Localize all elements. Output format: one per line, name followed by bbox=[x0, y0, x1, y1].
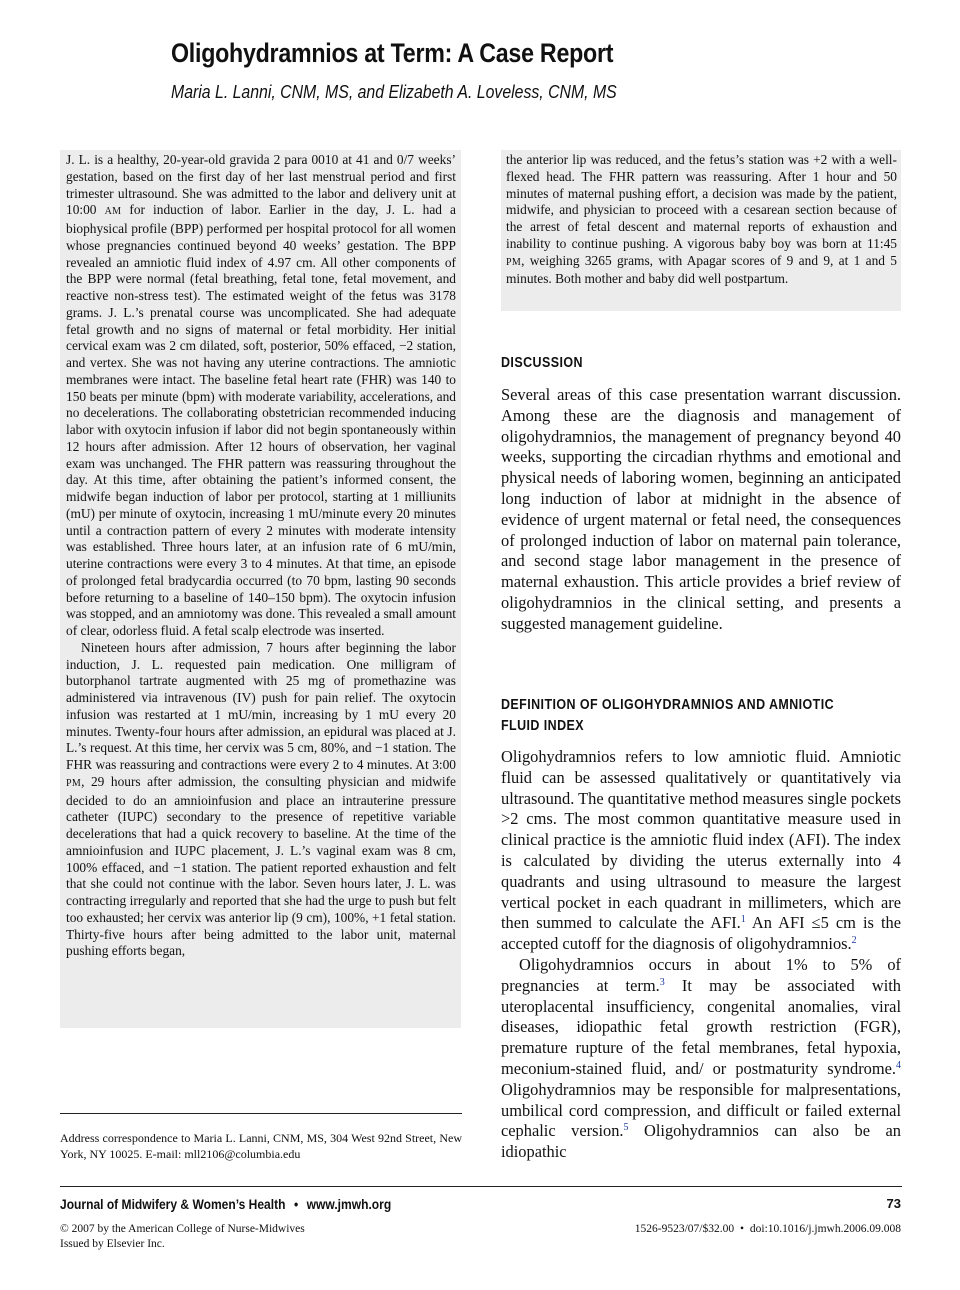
reference-link-2[interactable]: 2 bbox=[851, 935, 857, 947]
issn: 1526-9523/07/$32.00 bbox=[634, 1223, 735, 1235]
definition-heading: DEFINITION OF OLIGOHYDRAMNIOS AND AMNIOTIC FLUID INDEX bbox=[501, 697, 835, 734]
journal-name: Journal of Midwifery & Women’s Health bbox=[60, 1196, 286, 1212]
doi-link[interactable]: doi:10.1016/j.jmwh.2006.09.008 bbox=[749, 1223, 901, 1235]
page-number: 73 bbox=[886, 1196, 901, 1211]
correspondence-footnote: Address correspondence to Maria L. Lanni, CNM, MS, 304 West 92nd Street, New York, NY 10025. E-mail: mll2106@columbia.edu bbox=[60, 1131, 462, 1161]
article-title: Oligohydramnios at Term: A Case Report bbox=[171, 38, 614, 68]
case-paragraph-3: the anterior lip was reduced, and the fetus’s station was +2 with a well-flexed head. The FHR pattern was reassuring. After 1 hour and 50 minutes of maternal pushing effort, a decision was made by the patient, midwife, and physician to proceed with a cesarean section because of the arrest of fetal descent and maternal reports of exhaustion and inability to continue pushing. A vigorous baby boy was born at 11:45 PM, weighing 3265 grams, with Apagar scores of 9 and 9, at 1 and 5 minutes. Both mother and baby did well postpartum. bbox=[506, 152, 897, 287]
journal-footer bbox=[60, 1196, 391, 1212]
case-paragraph-2: Nineteen hours after admission, 7 hours after beginning the labor induction, J. L. requested pain medication. One milligram of butorphanol tartrate augmented with 25 mg of promethazine was administered via intravenous (IV) push for pain relief. The oxytocin infusion was restarted at 1 mU/min, increasing by 1 mU every 20 minutes. Twenty-four hours after admission, an epidural was placed at J. L.’s request. At this time, her cervix was 5 cm, 80%, and −1 station. The FHR was reassuring and contractions were every 2 to 4 minutes. At 3:00 PM, 29 hours after admission, the consulting physician and midwife decided to do an amnioinfusion and place an intrauterine pressure catheter (IUPC) secondary to the presence of repetitive variable decelerations that had a quick recovery to baseline. At the time of the amnioinfusion and IUPC placement, J. L.’s vaginal exam was 8 cm, 100% effaced, and −1 station. The patient reported exhaustion and felt that she could not continue with the labor. Seven hours later, J. L. was contracting irregularly and reported that she had the urge to push but felt too exhausted; her cervix was anterior lip (9 cm), 100%, +1 fetal station. Thirty-five hours after being admitted to the labor unit, maternal pushing efforts began, bbox=[66, 639, 456, 959]
bullet-separator: • bbox=[293, 1196, 299, 1212]
case-report-box-left bbox=[60, 150, 461, 1028]
issn-doi: 1526-9523/07/$32.00 • doi:10.1016/j.jmwh.2006.09.008 bbox=[634, 1223, 901, 1235]
discussion-paragraph: Several areas of this case presentation warrant discussion. Among these are the diagnosis and management of oligohydramnios, the management of pregnancy beyond 40 weeks, supporting the circadian rhythms and emotional and physical needs of laboring women, beginning an anticipated long induction of labor at midnight in the absence of evidence of urgent maternal or fetal need, the consequences of prolonged induction of labor on maternal pain tolerance, and second stage labor management in the presence of maternal exhaustion. This article provides a brief review of oligohydramnios in the clinical setting, and presents a suggested management guideline. bbox=[501, 385, 901, 633]
journal-url-link[interactable]: www.jmwh.org bbox=[306, 1196, 392, 1212]
definition-paragraph-2: Oligohydramnios occurs in about 1% to 5% of pregnancies at term.$^3$ It may be associated with uteroplacental insufficiency, congenital anomalies, viral diseases, idiopathic fetal growth restriction (FGR), premature rupture of the fetal membranes, fetal hypoxia, meconium-stained fluid, and/ or postmaturity syndrome.$^4$ Oligohydramnios may be responsible for malpresentations, umbilical cord compression, and difficult or failed external cephalic version.$^5$ Oligohydramnios can also be an idiopathic bbox=[501, 954, 902, 1162]
footer-divider bbox=[60, 1186, 902, 1187]
reference-link-5[interactable]: 5 bbox=[623, 1122, 629, 1134]
reference-link-1[interactable]: 1 bbox=[740, 914, 746, 926]
reference-link-3[interactable]: 3 bbox=[659, 976, 665, 988]
discussion-section bbox=[501, 385, 901, 635]
footnote-divider bbox=[60, 1113, 462, 1114]
case-paragraph-1: J. L. is a healthy, 20-year-old gravida 2 para 0010 at 41 and 0/7 weeks’ gestation, based on the first day of her last menstrual period and first trimester ultrasound. She was admitted to the labor and delivery unit at 10:00 AM for induction of labor. Earlier in the day, J. L. had a biophysical profile (BPP) performed per hospital protocol for all women whose pregnancies continued beyond 40 weeks’ gestation. The BPP revealed an amniotic fluid index of 4.97 cm. All other components of the BPP were normal (fetal breathing, fetal tone, fetal movement, and reactive non-stress test). The estimated weight of the fetus was 3178 grams. J. L.’s prenatal course was uncomplicated. She had adequate fetal growth and no signs of maternal or fetal morbidity. Her initial cervical exam was 2 cm dilated, soft, posterior, 50% effaced, −2 station, and vertex. She was not having any uterine contractions. The amniotic membranes were intact. The baseline fetal heart rate (FHR) was 140 to 150 beats per minute (bpm) with moderate variability, accelerations, and no decelerations. The collaborating obstetrician recommended inducing labor with oxytocin infusion if labor did not begin spontaneously within 12 hours after admission. After 12 hours of observation, her vaginal exam was unchanged. The FHR pattern was reassuring throughout the day. At this time, after obtaining the patient’s informed consent, the midwife began induction of labor per protocol, starting at 1 milliunits (mU) per minute of oxytocin, increasing 1 mU/minute every 20 minutes until a contraction pattern of every 2 minutes with moderate intensity was established. Three hours later, at an infusion rate of 6 mU/min, uterine contractions were every 3 to 4 minutes. At that time, an episode of prolonged fetal bradycardia occurred (to 70 bpm, lasting 90 seconds before returning to a baseline of 140–150 bpm). The oxytocin infusion was stopped, and an amniotomy was done. This revealed a small amount of clear, odorless fluid. A fetal scalp electrode was inserted. bbox=[66, 152, 456, 638]
copyright-notice: © 2007 by the American College of Nurse-Midwives Issued by Elsevier Inc. bbox=[60, 1223, 305, 1250]
case-report-box-right bbox=[501, 150, 901, 311]
definition-section bbox=[501, 747, 901, 1163]
definition-paragraph-1: Oligohydramnios refers to low amniotic fluid. Amniotic fluid can be assessed qualitatively or quantitatively via ultrasound. The quantitative method measures single pockets >2 cms. The most common quantitative measure used in clinical practice is the amniotic fluid index (AFI). The index is calculated by dividing the uterus externally into 4 quadrants and using ultrasound to measure the largest vertical pocket in each quadrant in millimeters, which are then summed to calculate the AFI.$^1$ An AFI ≤5 cm is the accepted cutoff for the diagnosis of oligohydramnios.$^2$ bbox=[501, 747, 902, 954]
discussion-heading: DISCUSSION bbox=[501, 355, 583, 371]
article-authors: Maria L. Lanni, CNM, MS, and Elizabeth A. Loveless, CNM, MS bbox=[171, 82, 617, 102]
reference-link-4[interactable]: 4 bbox=[896, 1059, 901, 1071]
